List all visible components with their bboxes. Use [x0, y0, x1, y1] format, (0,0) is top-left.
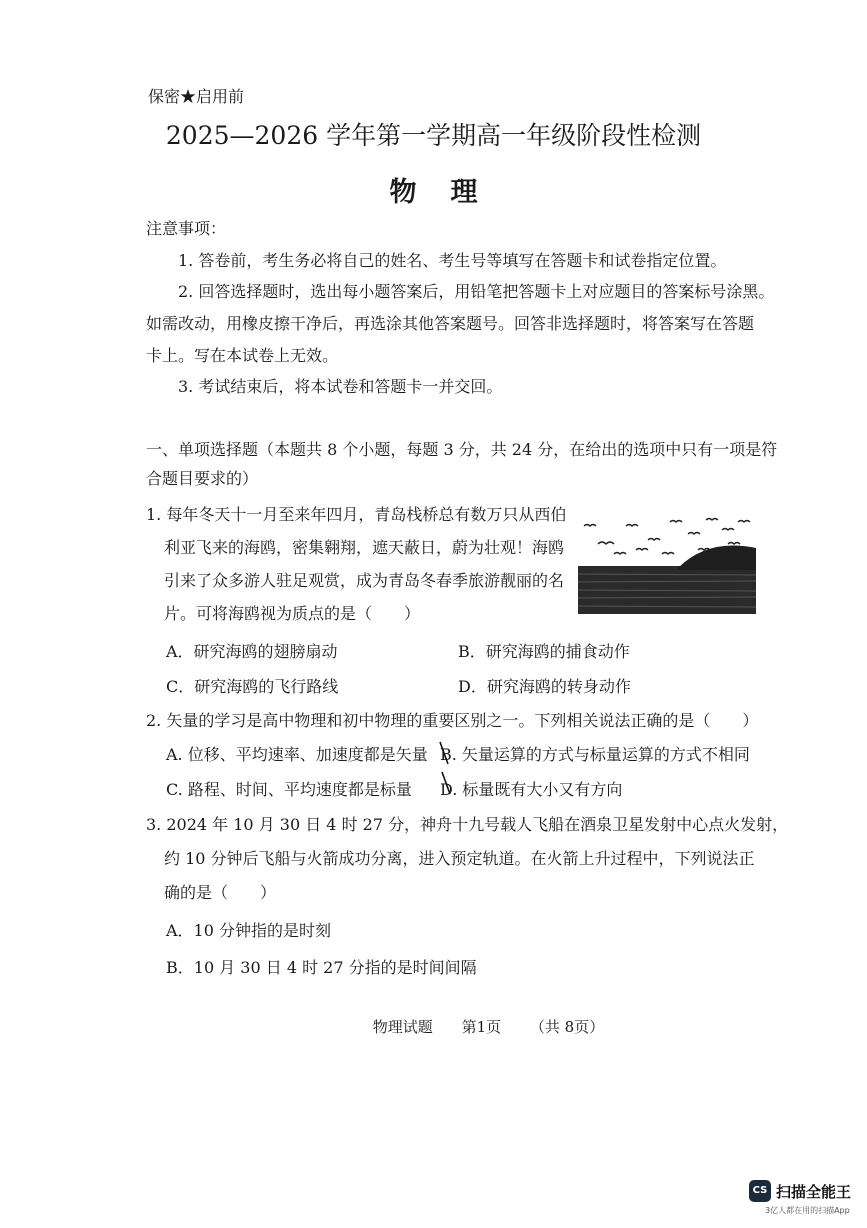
footer-page: 第1页: [461, 1018, 502, 1036]
q3-line-1: 3. 2024 年 10 月 30 日 4 时 27 分，神舟十九号载人飞船在酒泉卫星发射中心点火发射，: [146, 815, 789, 834]
q1-option-a: A．研究海鸥的翅膀扇动: [166, 642, 338, 661]
scanner-logo-icon: CS: [749, 1180, 771, 1202]
footer-subject: 物理试题: [372, 1018, 433, 1036]
q2-option-b: B. 矢量运算的方式与标量运算的方式不相同: [440, 745, 750, 764]
note-item-2-line-3: 卡上。写在本试卷上无效。: [146, 346, 339, 365]
q3-option-b: B．10 月 30 日 4 时 27 分指的是时间间隔: [166, 958, 477, 977]
q1-option-b: B．研究海鸥的捕食动作: [458, 642, 630, 661]
seagull-photo: [578, 514, 756, 614]
q3-line-3: 确的是（ ）: [164, 883, 277, 902]
seagull-illustration: [578, 514, 756, 614]
q2-line-1: 2. 矢量的学习是高中物理和初中物理的重要区别之一。下列相关说法正确的是（ ）: [146, 711, 759, 730]
q1-option-c: C．研究海鸥的飞行路线: [166, 677, 339, 696]
subject-title: 物理: [389, 177, 512, 208]
q1-line-1: 1. 每年冬天十一月至来年四月，青岛栈桥总有数万只从西伯: [146, 505, 567, 524]
q2-option-a: A. 位移、平均速率、加速度都是矢量: [166, 745, 428, 764]
q1-line-2: 利亚飞来的海鸥，密集翱翔，遮天蔽日，蔚为壮观！海鸥: [164, 538, 565, 557]
q3-line-2: 约 10 分钟后飞船与火箭成功分离，进入预定轨道。在火箭上升过程中，下列说法正: [164, 849, 755, 868]
q1-option-d: D．研究海鸥的转身动作: [458, 677, 631, 696]
exam-title: 2025—2026 学年第一学期高一年级阶段性检测: [165, 121, 702, 150]
scanner-app-name: 扫描全能王: [776, 1183, 852, 1201]
q1-line-3: 引来了众多游人驻足观赏，成为青岛冬春季旅游靓丽的名: [164, 571, 565, 590]
note-item-2-line-1: 2. 回答选择题时，选出每小题答案后，用铅笔把答题卡上对应题目的答案标号涂黑。: [178, 282, 775, 301]
note-item-3: 3. 考试结束后，将本试卷和答题卡一并交回。: [178, 377, 503, 396]
section-heading-line-2: 合题目要求的）: [146, 469, 259, 488]
page-footer: [0, 1016, 867, 1037]
scanner-tagline: 3亿人都在用的扫描App: [765, 1206, 850, 1215]
q2-option-c: C. 路程、时间、平均速度都是标量: [166, 780, 412, 799]
section-heading-line-1: 一、单项选择题（本题共 8 个小题，每题 3 分，共 24 分，在给出的选项中只有一项是符: [146, 440, 778, 459]
confidential-label: 保密★启用前: [148, 87, 245, 106]
q1-line-4: 片。可将海鸥视为质点的是（ ）: [164, 604, 421, 623]
q2-option-d: D. 标量既有大小又有方向: [440, 780, 623, 799]
pen-mark-icon: [436, 738, 456, 798]
note-item-1: 1. 答卷前，考生务必将自己的姓名、考生号等填写在答题卡和试卷指定位置。: [178, 251, 727, 270]
notes-heading: 注意事项：: [146, 219, 227, 238]
q3-option-a: A．10 分钟指的是时刻: [166, 921, 332, 940]
footer-total: （共 8页）: [529, 1018, 605, 1036]
note-item-2-line-2: 如需改动，用橡皮擦干净后，再选涂其他答案题号。回答非选择题时，将答案写在答题: [146, 314, 755, 333]
